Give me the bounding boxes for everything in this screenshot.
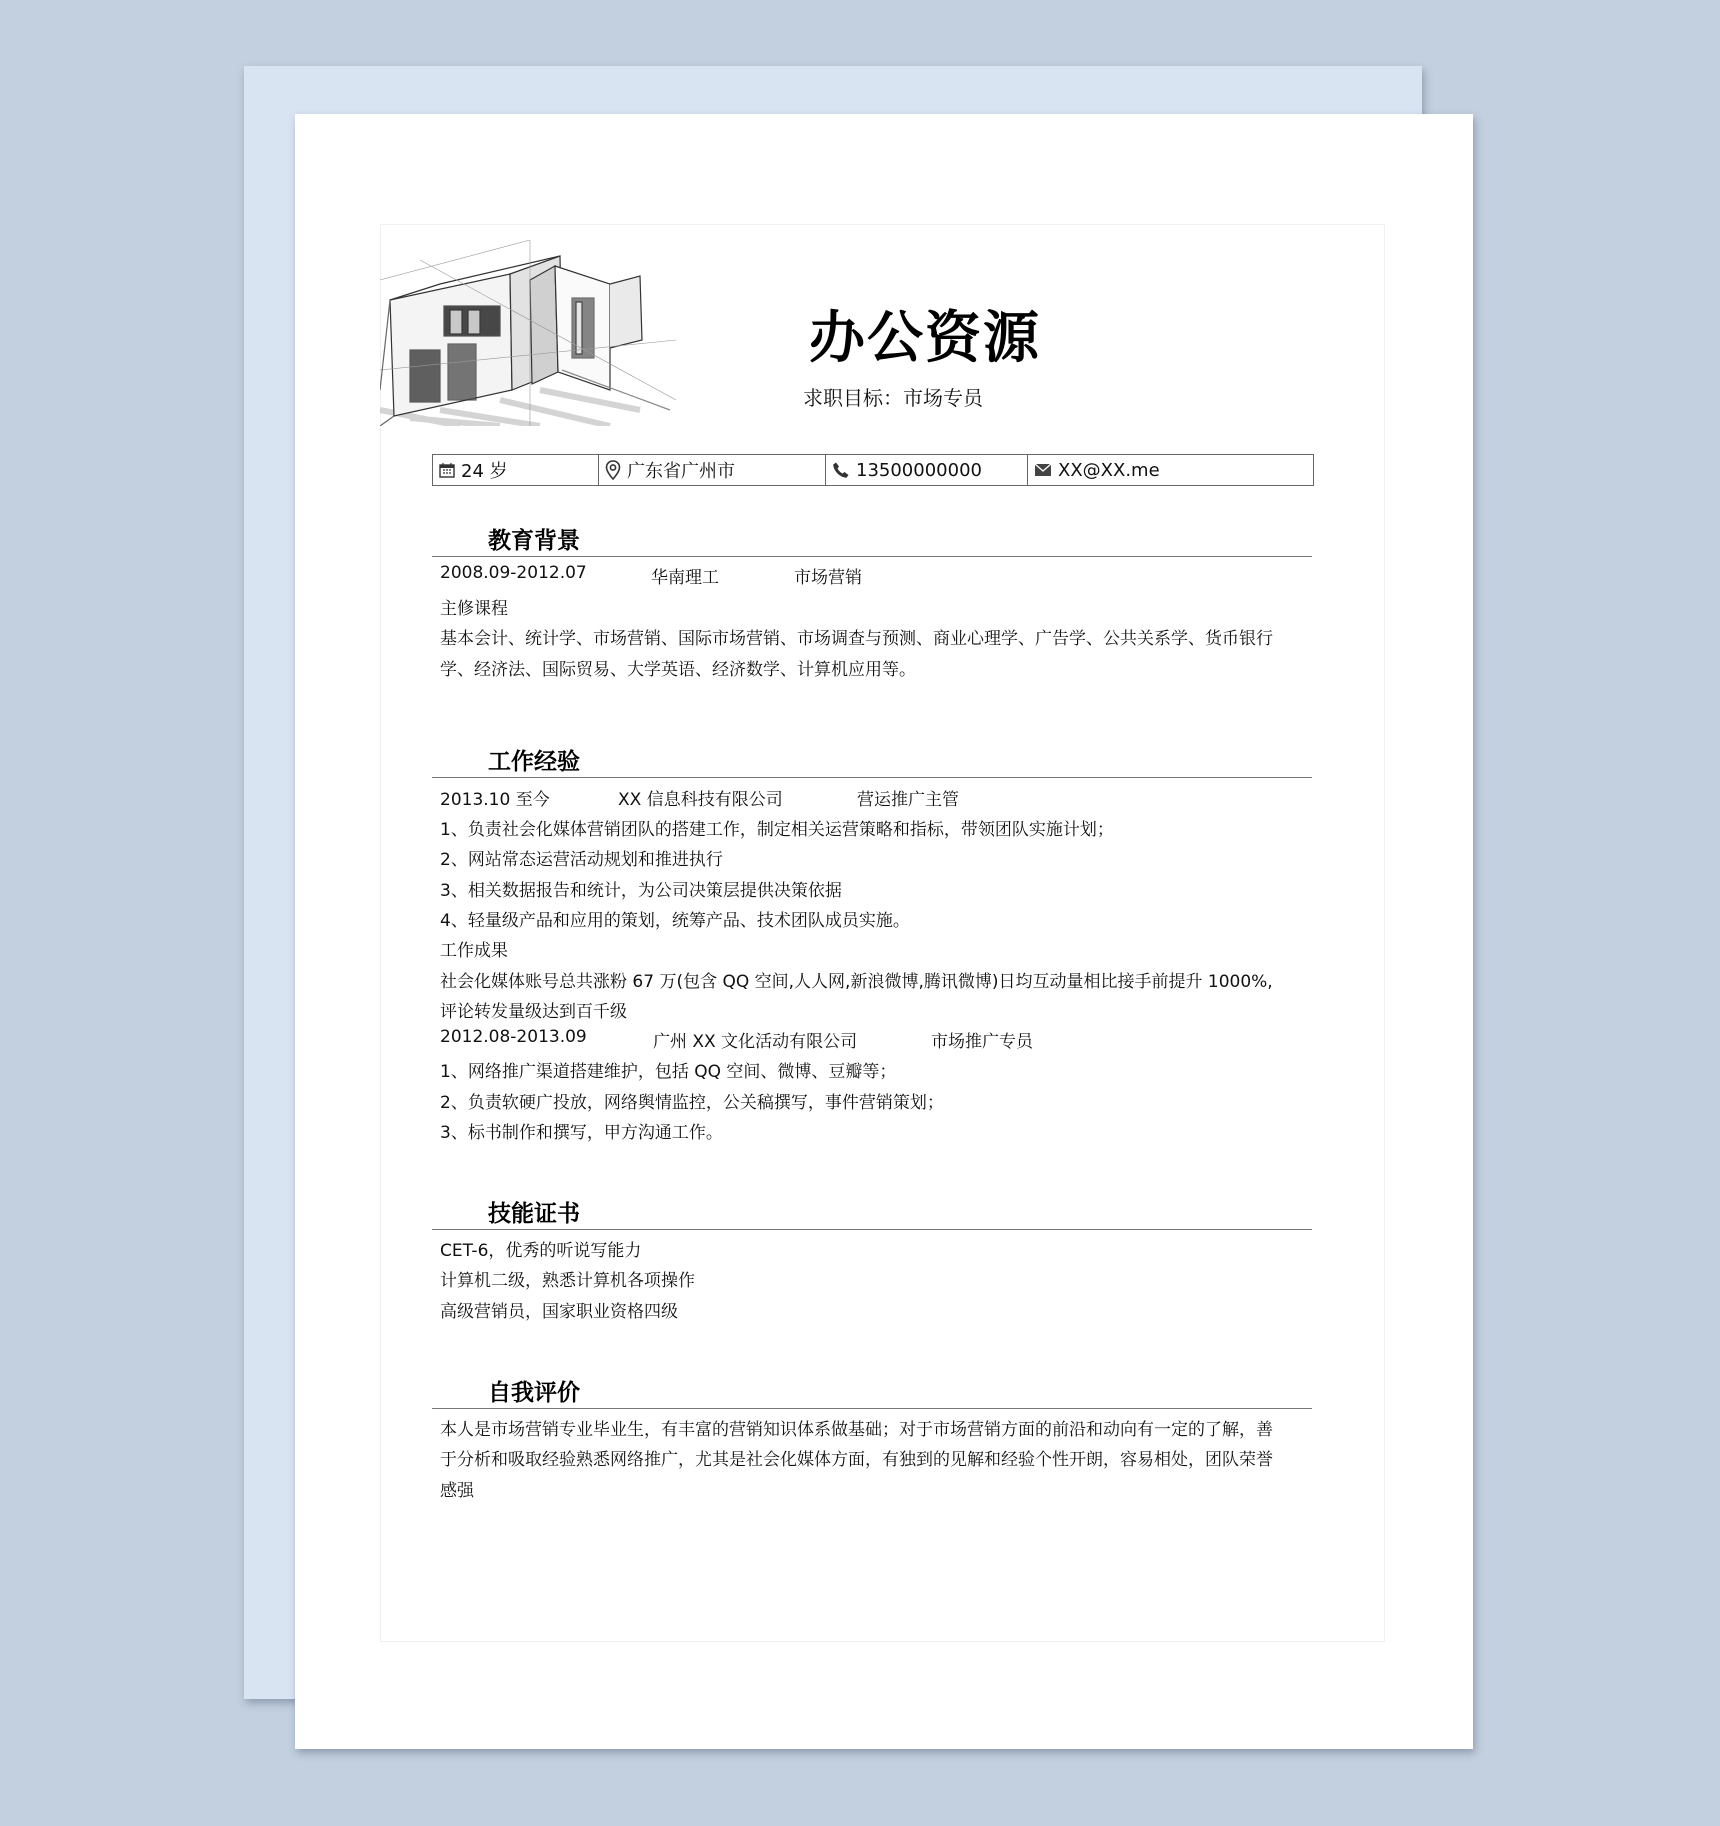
location-cell — [599, 455, 826, 485]
skills-section-title: 技能证书 — [488, 1201, 580, 1227]
job2-company: 广州 XX 文化活动有限公司 — [653, 1032, 858, 1052]
self-eval-line-1: 本人是市场营销专业毕业生，有丰富的营销知识体系做基础；对于市场营销方面的前沿和动向有一定的了解，善 — [440, 1420, 1273, 1440]
personal-info-bar — [432, 454, 1314, 486]
self-eval-line-3: 感强 — [440, 1481, 474, 1501]
skill-item: 计算机二级，熟悉计算机各项操作 — [440, 1271, 695, 1291]
courses-line-2: 学、经济法、国际贸易、大学英语、经济数学、计算机应用等。 — [440, 660, 916, 680]
job2-duty: 1、网络推广渠道搭建维护，包括 QQ 空间、微博、豆瓣等； — [440, 1062, 897, 1082]
education-section-title: 教育背景 — [488, 528, 580, 554]
calendar-icon — [439, 462, 455, 478]
job2-duty: 2、负责软硬广投放，网络舆情监控，公关稿撰写，事件营销策划； — [440, 1093, 944, 1113]
job1-row — [440, 785, 959, 810]
job1-results-label: 工作成果 — [440, 941, 508, 961]
job1-results-line-1: 社会化媒体账号总共涨粉 67 万(包含 QQ 空间,人人网,新浪微博,腾讯微博)日均互动量相比接手前提升 1000%, — [440, 972, 1273, 992]
self-eval-line-2: 于分析和吸取经验熟悉网络推广，尤其是社会化媒体方面，有独到的见解和经验个性开朗，容易相处，团队荣誉 — [440, 1450, 1273, 1470]
phone-value: 13500000000 — [856, 459, 982, 481]
skill-item: 高级营销员，国家职业资格四级 — [440, 1302, 678, 1322]
education-school: 华南理工 — [651, 568, 719, 588]
education-major: 市场营销 — [794, 568, 862, 588]
job1-duty: 3、相关数据报告和统计，为公司决策层提供决策依据 — [440, 881, 842, 901]
resume-name: 办公资源 — [809, 306, 1041, 371]
email-cell — [1028, 455, 1311, 485]
courses-label: 主修课程 — [440, 599, 508, 619]
job-objective: 求职目标：市场专员 — [803, 386, 983, 410]
job1-duty: 1、负责社会化媒体营销团队的搭建工作，制定相关运营策略和指标，带领团队实施计划； — [440, 820, 1114, 840]
skill-item: CET-6，优秀的听说写能力 — [440, 1241, 642, 1261]
skills-divider — [432, 1229, 1312, 1230]
education-period: 2008.09-2012.07 — [440, 563, 587, 583]
job1-position: 营运推广主管 — [857, 790, 959, 810]
work-divider — [432, 777, 1312, 778]
education-row — [440, 563, 862, 588]
self-eval-divider — [432, 1408, 1312, 1409]
email-value: XX@XX.me — [1058, 459, 1160, 481]
mail-icon — [1034, 463, 1052, 477]
location-pin-icon — [605, 460, 621, 480]
building-sketch-image — [380, 240, 676, 426]
work-section-title: 工作经验 — [488, 749, 580, 775]
self-eval-section-title: 自我评价 — [488, 1380, 580, 1406]
job1-duty: 4、轻量级产品和应用的策划，统筹产品、技术团队成员实施。 — [440, 911, 910, 931]
phone-cell — [826, 455, 1028, 485]
education-divider — [432, 556, 1312, 557]
job2-row — [440, 1027, 1033, 1052]
age-value: 24 岁 — [461, 461, 508, 482]
job1-results-line-2: 评论转发量级达到百千级 — [440, 1002, 627, 1022]
job1-company: XX 信息科技有限公司 — [618, 790, 783, 810]
phone-icon — [832, 461, 850, 479]
age-cell — [433, 455, 599, 485]
job2-period: 2012.08-2013.09 — [440, 1027, 587, 1047]
job1-duty: 2、网站常态运营活动规划和推进执行 — [440, 850, 723, 870]
location-value: 广东省广州市 — [627, 461, 735, 482]
courses-line-1: 基本会计、统计学、市场营销、国际市场营销、市场调查与预测、商业心理学、广告学、公共关系学、货币银行 — [440, 629, 1273, 649]
job2-position: 市场推广专员 — [931, 1032, 1033, 1052]
job2-duty: 3、标书制作和撰写，甲方沟通工作。 — [440, 1123, 723, 1143]
job1-period: 2013.10 至今 — [440, 790, 550, 810]
